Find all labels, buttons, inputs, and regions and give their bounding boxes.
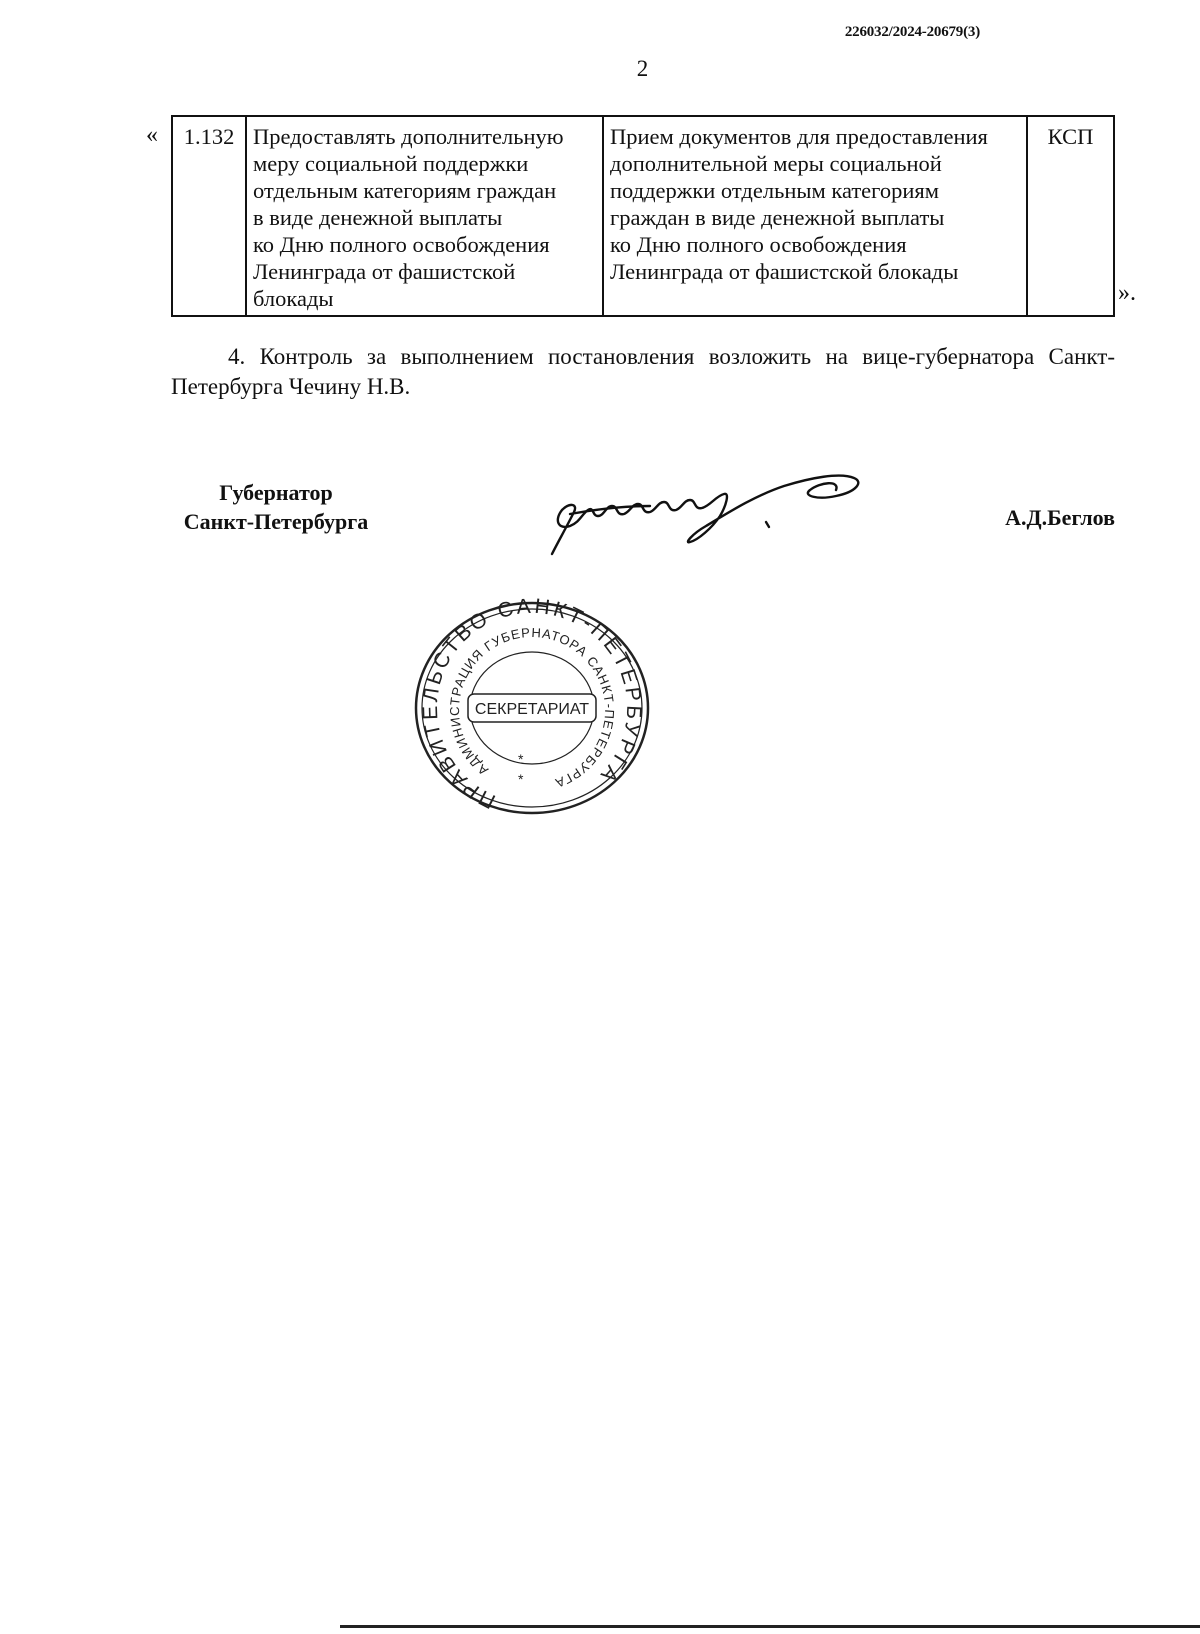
services-table [171,115,1115,317]
text-line: поддержки отдельным категориям [610,178,939,203]
seal-star-icon: * [518,771,524,787]
text-line: ко Дню полного освобождения [610,232,907,257]
text-line: в виде денежной выплаты [253,205,503,230]
text-line: блокады [253,286,334,311]
text-line: граждан в виде денежной выплаты [610,205,945,230]
seal-outer-text: ПРАВИТЕЛЬСТВО САНКТ-ПЕТЕРБУРГА [418,598,646,813]
signatory-name: А.Д.Беглов [1005,505,1115,530]
signatory-title-line: Губернатор [219,480,333,505]
seal-center-text: СЕКРЕТАРИАТ [474,701,590,718]
document-number: 226032/2024-20679(3) [844,24,980,40]
text-line: дополнительной меры социальной [610,151,942,176]
cell-code: КСП [1027,116,1114,316]
text-line: Предоставлять дополнительную [253,124,564,149]
cell-service-description [603,116,1027,316]
scan-edge-line [340,1625,1200,1628]
seal-star-icon: * [518,751,524,767]
seal-inner-text: АДМИНИСТРАЦИЯ ГУБЕРНАТОРА САНКТ-ПЕТЕРБУРГА [446,624,618,792]
cell-service-name [246,116,603,316]
handwritten-signature [540,450,900,560]
table-row [172,116,1114,316]
cell-number: 1.132 [172,116,246,316]
text-line: отдельным категориям граждан [253,178,557,203]
text-line: Прием документов для предоставления [610,124,988,149]
closing-quote: ». [1118,280,1136,306]
text-line: меру социальной поддержки [253,151,529,176]
text-line: Ленинграда от фашистской блокады [610,259,959,284]
text-line: Ленинграда от фашистской [253,259,516,284]
signatory-title [171,478,381,536]
opening-quote: « [146,122,158,148]
signatory-title-line: Санкт-Петербурга [183,509,369,534]
text-line: ко Дню полного освобождения [253,232,550,257]
page-number: 2 [636,56,649,81]
paragraph-control: 4. Контроль за выполнением постановления возложить на вице-губернатора Санкт-Петербурга Чечину Н.В. [171,344,1115,399]
official-seal [412,598,652,818]
